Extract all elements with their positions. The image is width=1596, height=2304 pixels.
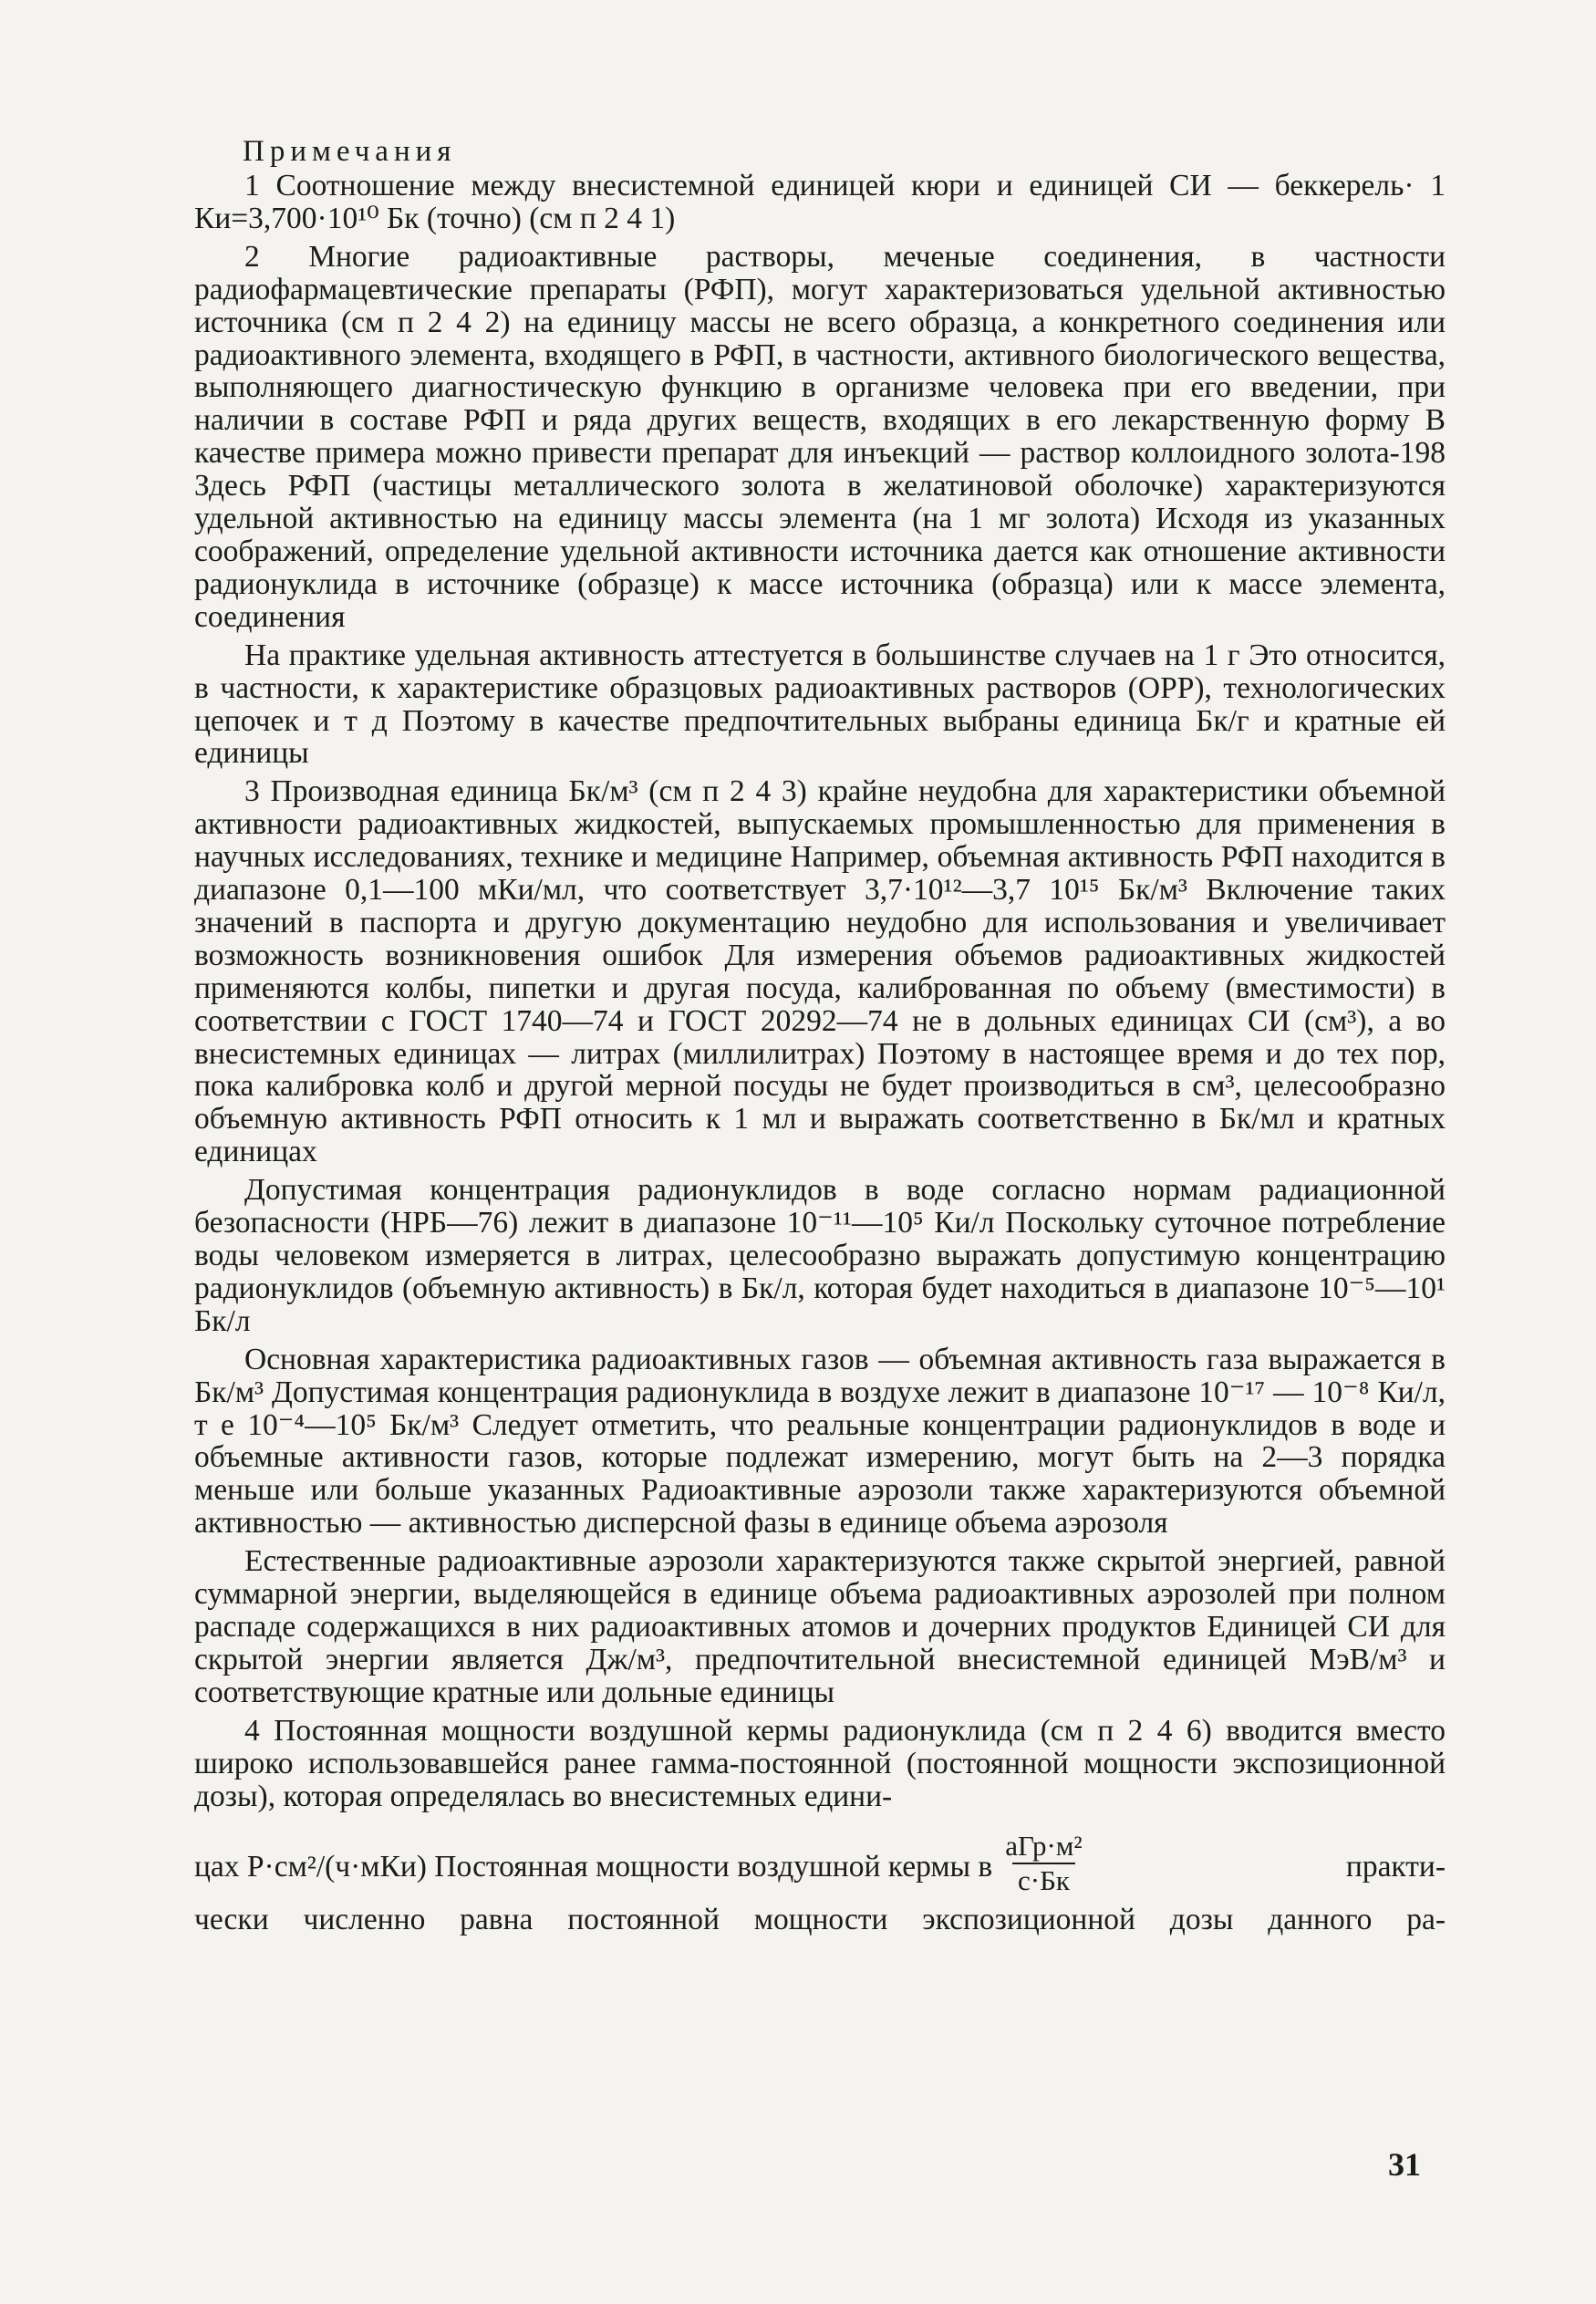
paragraph-note-1: 1 Соотношение между внесистемной единицей кюри и единицей СИ — беккерель· 1 Ки=3,700·10¹⁰ Бк (точно) (см п 2 4 1) <box>194 169 1446 235</box>
paragraph-gases: Основная характеристика радиоактивных газов — объемная активность газа выражается в Бк/м³ Допустимая концентрация радионуклида в воздухе лежит в диапазоне 10⁻¹⁷ — 10⁻⁸ Ки/л, т е 10⁻⁴—10⁵ Бк/м³ Следует отметить, что реальные концентрации радионуклидов в воде и объемные активности газов, которые подлежат измерению, могут быть на 2—3 порядка меньше или больше указанных Радиоактивные аэрозоли также характеризуются объемной активностью — активностью дисперсной фазы в единице объема аэрозоля <box>194 1342 1446 1541</box>
fraction-text-line <box>194 1830 1446 1900</box>
paragraph-aerosols: Естественные радиоактивные аэрозоли характеризуются также скрытой энергией, равной суммарной энергии, выделяющейся в единице объема радиоактивных аэрозолей при полном распаде содержащихся в них радиоактивных атомов и дочерних продуктов Единицей СИ для скрытой энергии является Дж/м³, предпочтительной внесистемной единицей МэВ/м³ и соответствующие кратные или дольные единицы <box>194 1544 1446 1709</box>
paragraph-last-line: чески численно равна постоянной мощности экспозиционной дозы данного ра- <box>194 1903 1446 1937</box>
notes-heading: Примечания <box>243 135 457 168</box>
fraction-line-after: практи- <box>1345 1850 1446 1884</box>
page-number: 31 <box>1388 2146 1421 2183</box>
paragraph-practice: На практике удельная активность аттестуется в большинстве случаев на 1 г Это относится, в частности, к характеристике образцовых радиоактивных растворов (ОРР), технологических цепочек и т д Поэтому в качестве предпочтительных выбраны единица Бк/г и кратные ей единицы <box>194 638 1446 771</box>
paragraph-note-3: 3 Производная единица Бк/м³ (см п 2 4 3) крайне неудобна для характеристики объемной активности радиоактивных жидкостей, выпускаемых промышленностью для применения в научных исследованиях, технике и медицине Например, объемная активность РФП находится в диапазоне 0,1—100 мКи/мл, что соответствует 3,7·10¹²—3,7 10¹⁵ Бк/м³ Включение таких значений в паспорта и другую документацию неудобно для использования и увеличивает возможность возникновения ошибок Для измерения объемов радиоактивных жидкостей применяются колбы, пипетки и другая посуда, калиброванная по объему (вместимости) в соответствии с ГОСТ 1740—74 и ГОСТ 20292—74 не в дольных единицах СИ (см³), а во внесистемных единицах — литрах (миллилитрах) Поэтому в настоящее время и до тех пор, пока калибровка колб и другой мерной посуды не будет производиться в см³, целесообразно объемную активность РФП относить к 1 мл и выражать соответственно в Бк/мл и кратных единицах <box>194 774 1446 1169</box>
paragraph-note-4: 4 Постоянная мощности воздушной кермы радионуклида (см п 2 4 6) вводится вместо широко использовавшейся ранее гамма-постоянной (постоянной мощности экспозиционной дозы), которая определялась во внесистемных едини- <box>194 1713 1446 1813</box>
unit-fraction <box>1000 1831 1087 1896</box>
fraction-denominator: с·Бк <box>1012 1863 1075 1896</box>
fraction-numerator: аГр·м² <box>1005 1830 1083 1863</box>
paragraph-note-2: 2 Многие радиоактивные растворы, меченые соединения, в частности радиофармацевтические препараты (РФП), могут характеризоваться удельной активностью источника (см п 2 4 2) на единицу массы не всего образца, а конкретного соединения или радиоактивного элемента, входящего в РФП, в частности, активного биологического вещества, выполняющего диагностическую функцию в организме человека при его введении, при наличии в составе РФП и ряда других веществ, входящих в его лекарственную форму В качестве примера можно привести препарат для инъекций — раствор коллоидного золота-198 Здесь РФП (частицы металлического золота в желатиновой оболочке) характеризуются удельной активностью на единицу массы элемента (на 1 мг золота) Исходя из указанных соображений, определение удельной активности источника дается как отношение активности радионуклида в источнике (образце) к массе источника (образца) или к массе элемента, соединения <box>194 239 1446 634</box>
paragraph-water-concentration: Допустимая концентрация радионуклидов в воде согласно нормам радиационной безопасности (НРБ—76) лежит в диапазоне 10⁻¹¹—10⁵ Ки/л Поскольку суточное потребление воды человеком измеряется в литрах, целесообразно выражать допустимую концентрацию радионуклидов (объемную активность) в Бк/л, которая будет находиться в диапазоне 10⁻⁵—10¹ Бк/л <box>194 1173 1446 1338</box>
fraction-line-before: цах Р·см²/(ч·мКи) Постоянная мощности воздушной кермы в <box>194 1850 993 1884</box>
